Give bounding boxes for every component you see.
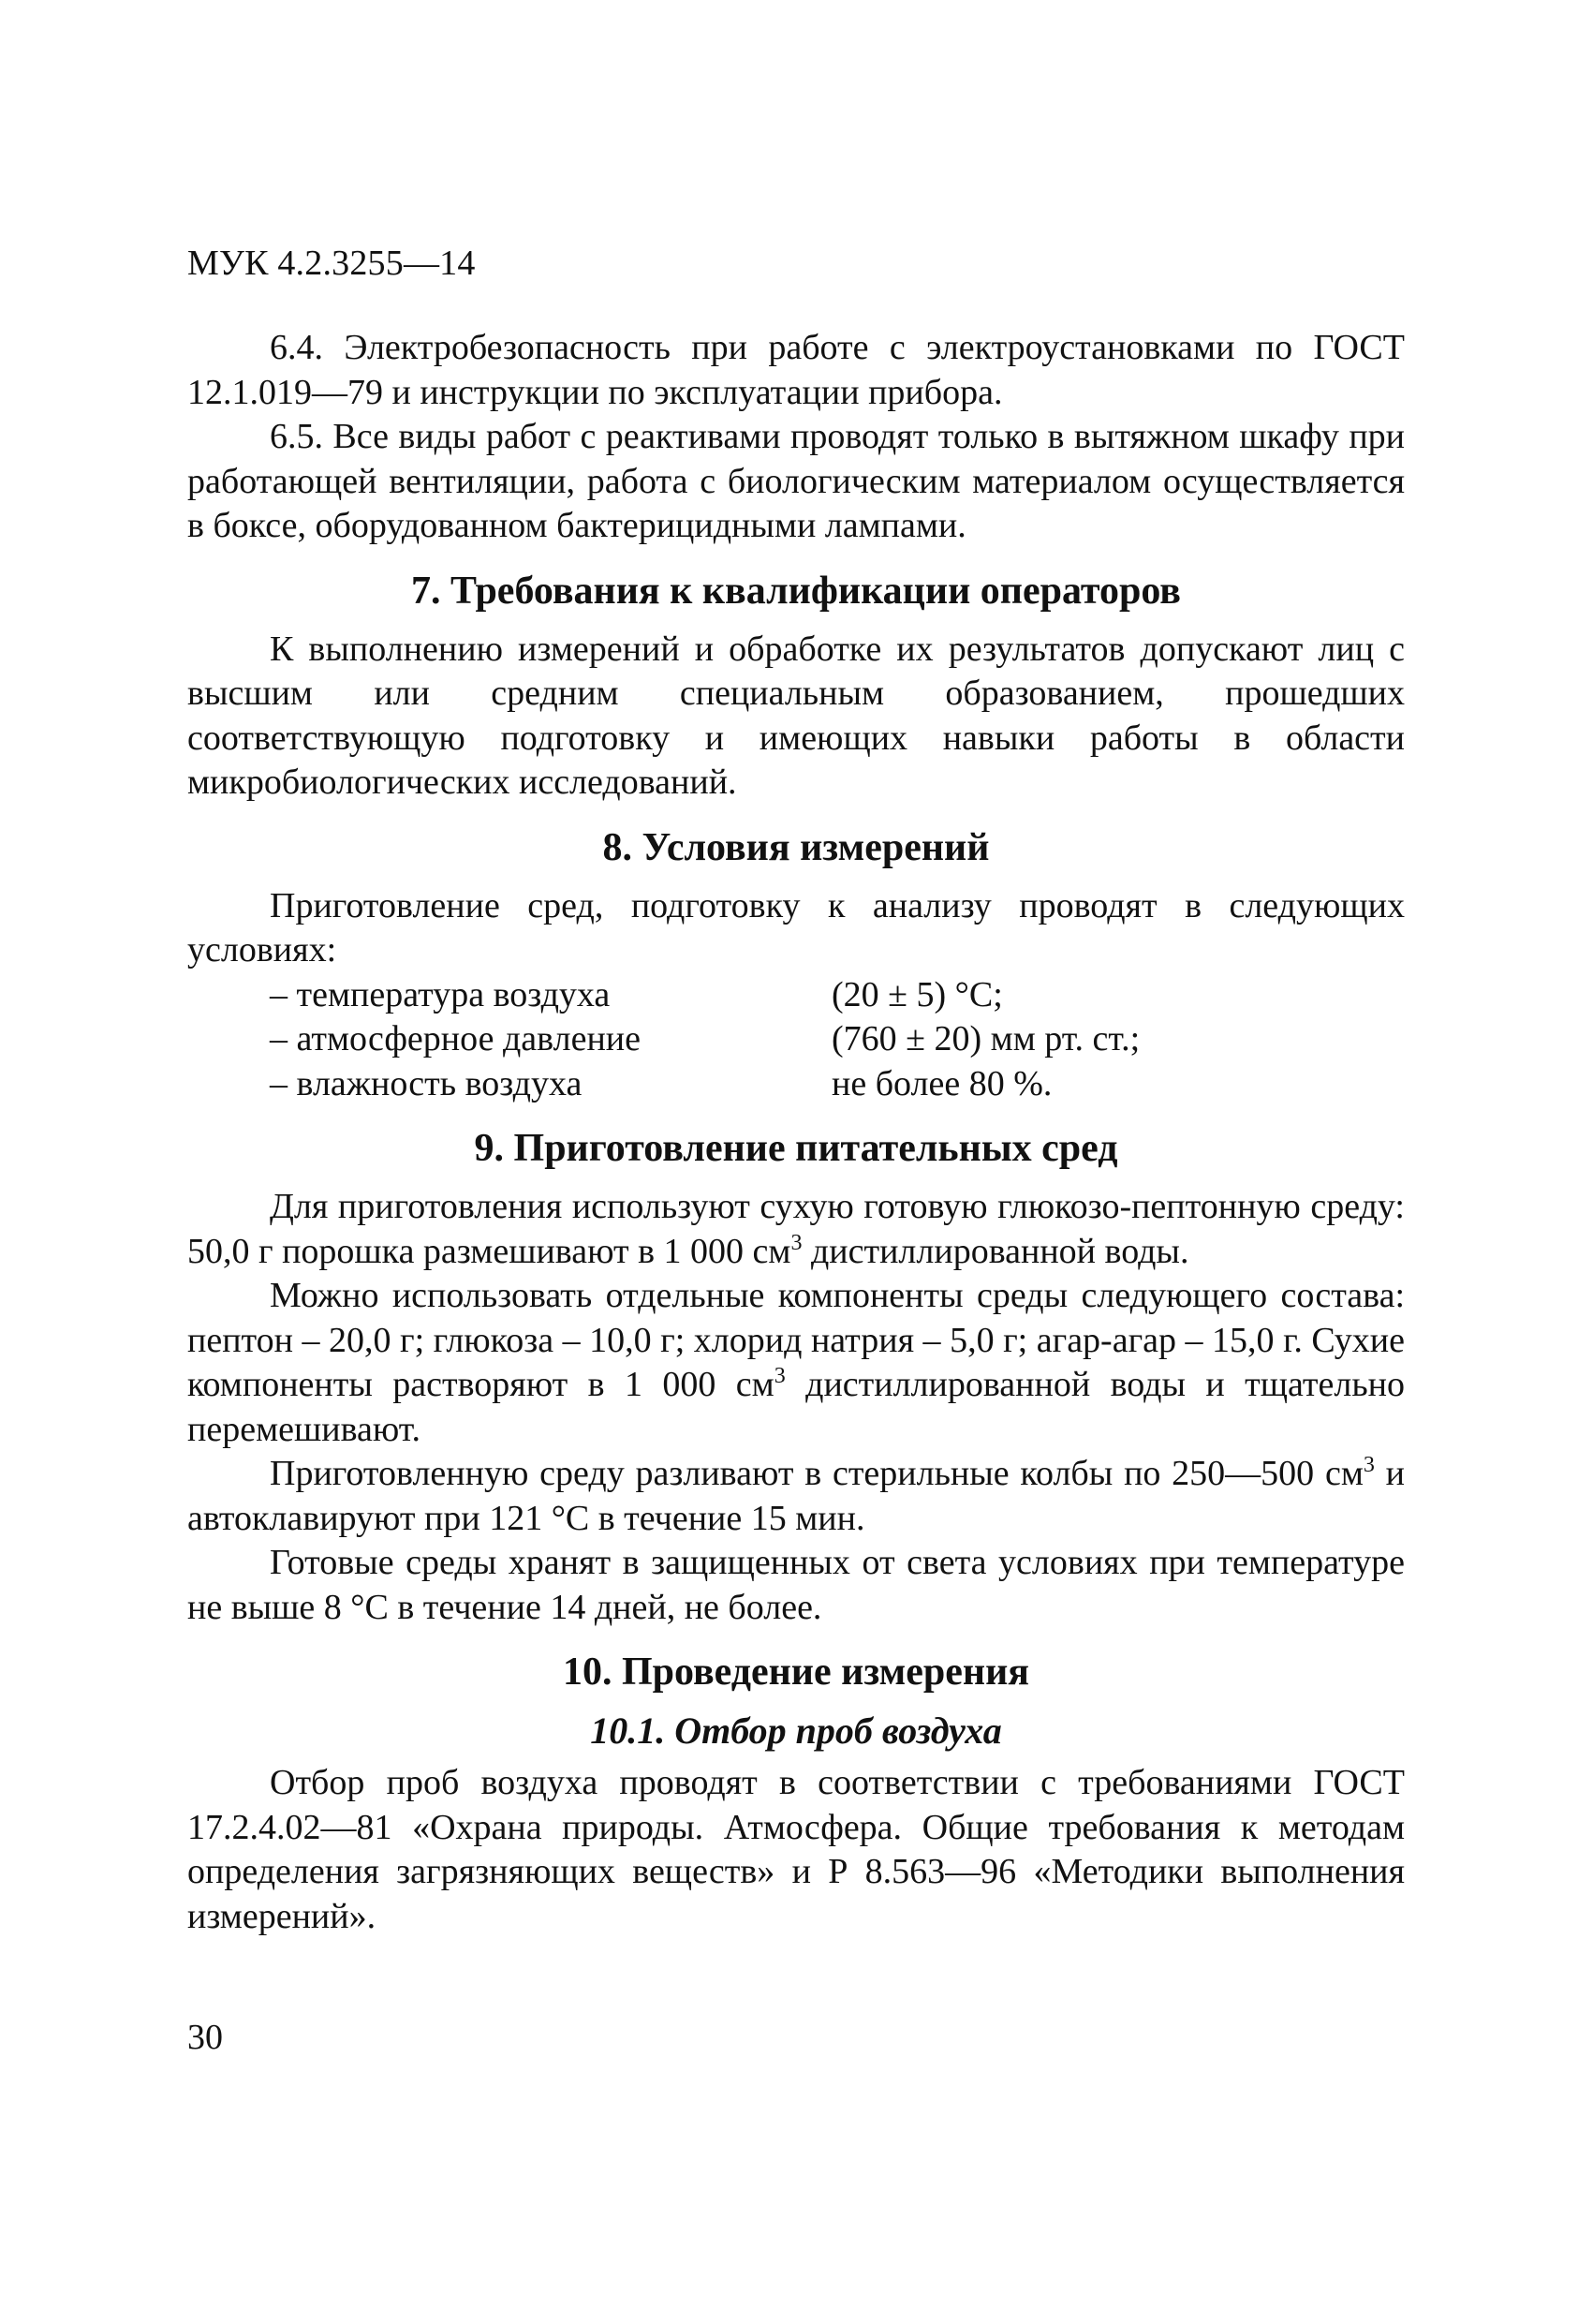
section-9-paragraph-3: Приготовленную среду разливают в стерильные колбы по 250—500 $см^3$ и автоклавируют при 121 °С в течение 15 мин. xyxy=(187,1453,1405,1538)
paragraph-6-5: 6.5. Все виды работ с реактивами проводят только в вытяжном шкафу при работающей вентиляции, работа с биологическим материалом осуществляется в боксе, оборудованном бактерицидными лампами. xyxy=(187,417,1405,545)
document-code-header: МУК 4.2.3255—14 xyxy=(187,244,476,283)
conditions-list xyxy=(187,973,1405,1107)
section-9-paragraph-2: Можно использовать отдельные компоненты среды следующего состава: пептон – 20,0 г; глюкоза – 10,0 г; хлорид натрия – 5,0 г; агар-агар – 15,0 г. Сухие компоненты растворяют в 1 000 $см^3$ дистиллированной воды и тщательно перемешивают. xyxy=(187,1276,1406,1449)
subsection-10-1-heading: 10.1. Отбор проб воздуха xyxy=(590,1710,1002,1752)
page-content xyxy=(187,326,1405,1939)
section-8-intro: Приготовление сред, подготовку к анализу проводят в следующих условиях: xyxy=(187,885,1405,970)
condition-value: (20 ± 5) °С; xyxy=(832,974,1003,1014)
page-number: 30 xyxy=(187,2018,223,2057)
section-10-heading: 10. Проведение измерения xyxy=(562,1650,1030,1694)
condition-label: – влажность воздуха xyxy=(270,1063,583,1103)
condition-label: – температура воздуха xyxy=(270,974,611,1014)
condition-value: (760 ± 20) мм рт. ст.; xyxy=(832,1019,1141,1058)
section-7-heading: 7. Требования к квалификации операторов xyxy=(411,569,1181,613)
section-9-heading: 9. Приготовление питательных сред xyxy=(474,1127,1118,1170)
section-9-paragraph-4: Готовые среды хранят в защищенных от света условиях при температуре не выше 8 °С в течение 14 дней, не более. xyxy=(187,1543,1405,1627)
section-8-heading: 8. Условия измерений xyxy=(602,825,990,869)
condition-label: – атмосферное давление xyxy=(270,1019,641,1058)
section-7-paragraph: К выполнению измерений и обработке их результатов допускают лиц с высшим или средним специальным образованием, прошедших соответствующую подготовку и имеющих навыки работы в области микробиологических исследований. xyxy=(187,629,1405,802)
condition-value: не более 80 %. xyxy=(832,1063,1053,1103)
section-9-paragraph-1: Для приготовления используют сухую готовую глюкозо-пептонную среду: 50,0 г порошка размешивают в 1 000 $см^3$ дистиллированной воды. xyxy=(187,1187,1405,1271)
section-10-paragraph: Отбор проб воздуха проводят в соответствии с требованиями ГОСТ 17.2.4.02—81 «Охрана природы. Атмосфера. Общие требования к методам определения загрязняющих веществ» и Р 8.563—96 «Методики выполнения измерений». xyxy=(187,1763,1405,1936)
paragraph-6-4: 6.4. Электробезопасность при работе с электроустановками по ГОСТ 12.1.019—79 и инструкции по эксплуатации прибора. xyxy=(187,328,1405,412)
